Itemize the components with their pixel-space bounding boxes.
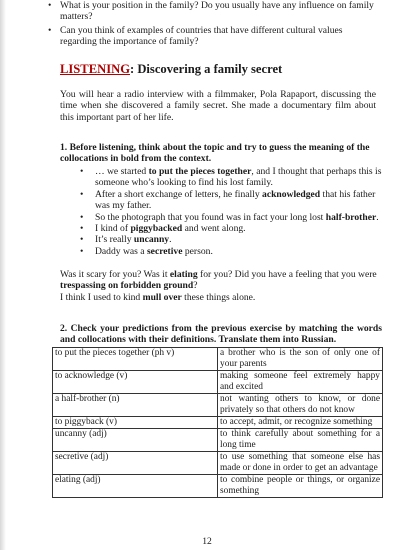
exercise-2-instruction: 2. Check your predictions from the previous exercise by matching the words and collocations with their definitions. Translate them into Russian. [60, 323, 382, 346]
collocation-bold: piggybacked [130, 223, 183, 235]
matching-table [52, 347, 383, 498]
collocation-example [80, 212, 386, 223]
table-row [53, 475, 383, 498]
exercise-1-instruction: 1. Before listening, think about the topic and try to guess the meaning of the collocations in bold from the context. [60, 142, 370, 165]
table-row [53, 417, 383, 429]
collocation-bold: acknowledged [262, 188, 321, 200]
section-heading-title: : Discovering a family secret [130, 62, 283, 76]
collocation-bold: secretive [146, 245, 183, 257]
collocation-bold: mull over [142, 291, 182, 303]
collocation-example [80, 223, 386, 234]
definition-cell: to accept, admit, or recognize something [218, 417, 383, 429]
example-text: Was it scary for you? Was it [60, 269, 170, 280]
collocation-examples [80, 166, 386, 257]
exercise-1-closing [60, 269, 380, 303]
term-cell: uncanny (adj) [53, 429, 218, 452]
collocation-bold: uncanny [133, 234, 170, 246]
term-cell: secretive (adj) [53, 452, 218, 475]
definition-cell: not wanting others to know, or done privately so that others do not know [218, 394, 383, 417]
page-edge-shadow [0, 0, 6, 550]
section-intro: You will hear a radio interview with a filmmaker, Pola Rapaport, discussing the time when she discovered a family secret. She made a documentary film about this important part of her life. [60, 89, 376, 123]
definition-cell: making someone feel extremely happy and excited [218, 371, 383, 394]
discussion-question: • Can you think of examples of countries that have different cultural values regarding the importance of family? [48, 25, 378, 48]
collocation-bold: elating [169, 269, 198, 280]
example-text: these things alone. [181, 291, 256, 303]
example-text: that his father was my father. [95, 188, 376, 212]
term-cell: elating (adj) [53, 475, 218, 498]
definition-cell: to think carefully about something for a long time [218, 429, 383, 452]
page-number: 12 [202, 536, 212, 547]
example-text: So the photograph that you found was in fact your long lost [95, 211, 326, 223]
example-text: After a short exchange of letters, he finally [95, 188, 263, 200]
collocation-example [80, 189, 386, 212]
collocation-example [80, 234, 386, 245]
discussion-questions [48, 0, 378, 50]
collocation-bold: to put the pieces together [148, 166, 252, 177]
term-cell: to piggyback (v) [53, 417, 218, 429]
example-text: Daddy was a [95, 245, 147, 257]
collocation-example [80, 246, 386, 257]
collocation-bold: trespassing on forbidden ground [60, 280, 194, 292]
table-row [53, 348, 383, 371]
table-row [53, 371, 383, 394]
table-row [53, 452, 383, 475]
example-text: for you? Did you have a feeling that you were [197, 269, 377, 280]
table-row [53, 429, 383, 452]
example-text: … we started [95, 166, 149, 177]
term-cell: to put the pieces together (ph v) [53, 348, 218, 371]
discussion-question: • What is your position in the family? Do you usually have any influence on family matters? [48, 0, 378, 23]
definition-cell: to combine people or things, or organize something [218, 475, 383, 498]
term-cell: a half-brother (n) [53, 394, 218, 417]
example-text: I kind of [95, 223, 131, 235]
example-text: , and I thought that perhaps this is someone who’s looking to find his lost family. [95, 166, 382, 189]
term-cell: to acknowledge (v) [53, 371, 218, 394]
collocation-bold: half-brother [325, 211, 377, 223]
example-text: person. [182, 245, 213, 257]
example-text: . [376, 211, 379, 223]
example-text: It’s really [95, 234, 134, 246]
section-heading [60, 62, 282, 77]
closing-line [60, 292, 380, 303]
section-heading-keyword: LISTENING [60, 62, 130, 76]
closing-line [60, 269, 380, 292]
definition-cell: a brother who is the son of only one of your parents [218, 348, 383, 371]
definition-cell: to use something that someone else has made or done in order to get an advantage [218, 452, 383, 475]
example-text: I think I used to kind [60, 291, 143, 303]
example-text: and went along. [182, 223, 246, 235]
table-row [53, 394, 383, 417]
collocation-example [80, 166, 386, 189]
example-text: . [169, 234, 172, 246]
example-text: ? [193, 280, 198, 292]
